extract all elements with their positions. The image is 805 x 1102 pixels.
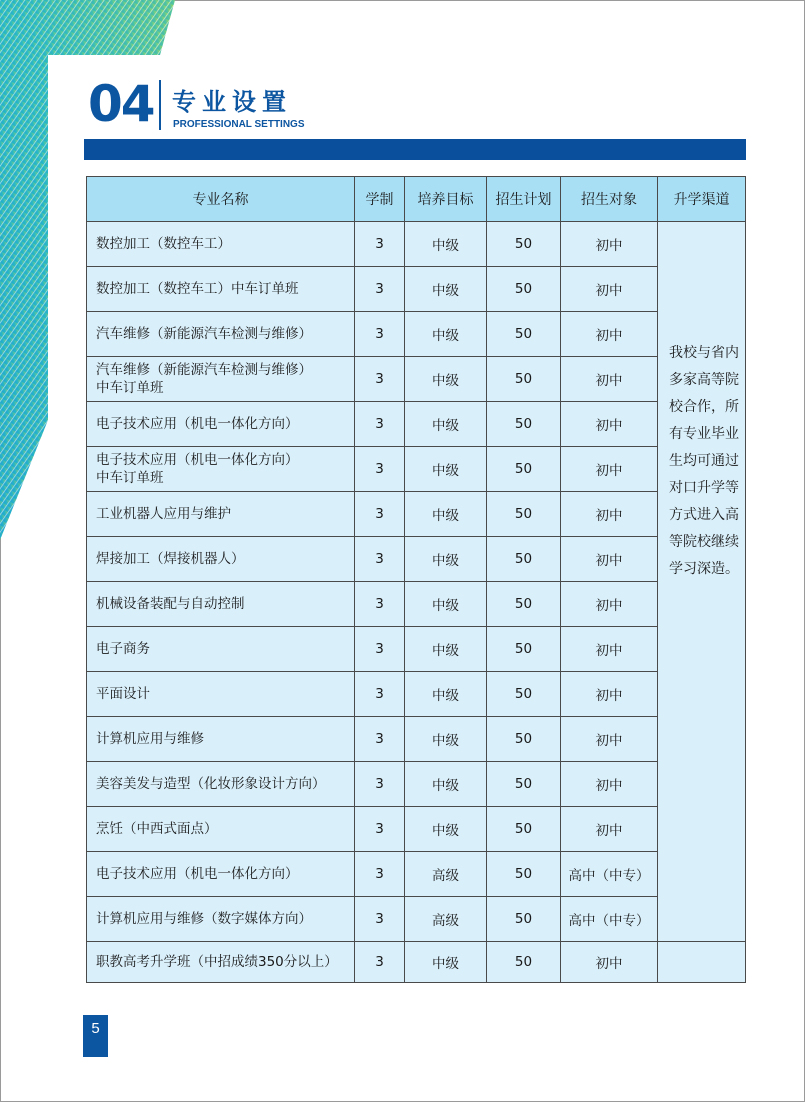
years-cell: 3 xyxy=(355,267,405,312)
major-name-line: 计算机应用与维修 xyxy=(96,731,204,747)
major-name-cell xyxy=(87,267,355,312)
level-cell: 中级 xyxy=(405,762,487,807)
major-name-line: 数控加工（数控车工） xyxy=(96,236,231,252)
table-header-row xyxy=(87,177,746,222)
channel-empty-cell xyxy=(658,942,746,983)
level-cell: 中级 xyxy=(405,672,487,717)
years-cell: 3 xyxy=(355,537,405,582)
table-row xyxy=(87,447,746,492)
level-cell: 中级 xyxy=(405,807,487,852)
target-cell: 初中 xyxy=(561,222,658,267)
target-cell: 初中 xyxy=(561,312,658,357)
plan-cell: 50 xyxy=(487,627,561,672)
years-cell: 3 xyxy=(355,942,405,983)
level-cell: 中级 xyxy=(405,222,487,267)
major-name-cell xyxy=(87,852,355,897)
years-cell: 3 xyxy=(355,762,405,807)
level-cell: 中级 xyxy=(405,537,487,582)
major-name-cell xyxy=(87,222,355,267)
plan-cell: 50 xyxy=(487,267,561,312)
plan-cell: 50 xyxy=(487,807,561,852)
plan-cell: 50 xyxy=(487,897,561,942)
major-name-cell xyxy=(87,537,355,582)
plan-cell: 50 xyxy=(487,672,561,717)
level-cell: 中级 xyxy=(405,357,487,402)
years-cell: 3 xyxy=(355,627,405,672)
years-cell: 3 xyxy=(355,447,405,492)
major-name-line: 工业机器人应用与维护 xyxy=(96,506,231,522)
table-row xyxy=(87,492,746,537)
major-name-cell xyxy=(87,582,355,627)
plan-cell: 50 xyxy=(487,942,561,983)
major-name-line: 电子商务 xyxy=(96,641,150,657)
table-row xyxy=(87,312,746,357)
major-name-cell xyxy=(87,717,355,762)
header-divider xyxy=(159,80,161,130)
target-cell: 初中 xyxy=(561,357,658,402)
major-name-line: 烹饪（中西式面点） xyxy=(96,821,218,837)
years-cell: 3 xyxy=(355,492,405,537)
column-header-years: 学制 xyxy=(355,177,405,222)
level-cell: 高级 xyxy=(405,897,487,942)
target-cell: 高中（中专） xyxy=(561,897,658,942)
target-cell: 初中 xyxy=(561,537,658,582)
table-row xyxy=(87,537,746,582)
channel-cell: 我校与省内多家高等院校合作，所有专业毕业生均可通过对口升学等方式进入高等院校继续学习深造。 xyxy=(658,222,746,942)
target-cell: 初中 xyxy=(561,402,658,447)
years-cell: 3 xyxy=(355,312,405,357)
column-header-name: 专业名称 xyxy=(87,177,355,222)
table-row xyxy=(87,402,746,447)
table-row xyxy=(87,807,746,852)
major-name-line: 美容美发与造型（化妆形象设计方向） xyxy=(96,776,326,792)
target-cell: 初中 xyxy=(561,582,658,627)
major-name-cell xyxy=(87,492,355,537)
column-header-target: 招生对象 xyxy=(561,177,658,222)
level-cell: 中级 xyxy=(405,492,487,537)
table-row xyxy=(87,627,746,672)
major-name-cell xyxy=(87,942,355,983)
target-cell: 初中 xyxy=(561,717,658,762)
level-cell: 中级 xyxy=(405,312,487,357)
major-name-cell xyxy=(87,357,355,402)
plan-cell: 50 xyxy=(487,852,561,897)
target-cell: 初中 xyxy=(561,267,658,312)
plan-cell: 50 xyxy=(487,447,561,492)
level-cell: 中级 xyxy=(405,942,487,983)
major-name-line: 电子技术应用（机电一体化方向） xyxy=(96,416,299,432)
table-row xyxy=(87,357,746,402)
level-cell: 中级 xyxy=(405,627,487,672)
years-cell: 3 xyxy=(355,807,405,852)
major-name-cell xyxy=(87,672,355,717)
major-name-line: 汽车维修（新能源汽车检测与维修） xyxy=(96,362,312,378)
table-row xyxy=(87,582,746,627)
years-cell: 3 xyxy=(355,672,405,717)
plan-cell: 50 xyxy=(487,492,561,537)
plan-cell: 50 xyxy=(487,717,561,762)
years-cell: 3 xyxy=(355,402,405,447)
major-name-cell xyxy=(87,627,355,672)
plan-cell: 50 xyxy=(487,357,561,402)
target-cell: 初中 xyxy=(561,672,658,717)
major-name-line: 计算机应用与维修（数字媒体方向） xyxy=(96,911,312,927)
table-row xyxy=(87,672,746,717)
level-cell: 高级 xyxy=(405,852,487,897)
major-name-line: 中车订单班 xyxy=(96,470,164,486)
major-name-line: 电子技术应用（机电一体化方向） xyxy=(96,452,299,468)
page-number: 5 xyxy=(91,1020,100,1037)
major-name-line: 数控加工（数控车工）中车订单班 xyxy=(96,281,299,297)
column-header-plan: 招生计划 xyxy=(487,177,561,222)
majors-table xyxy=(86,176,746,983)
section-number: 04 xyxy=(88,75,154,133)
target-cell: 初中 xyxy=(561,492,658,537)
plan-cell: 50 xyxy=(487,762,561,807)
major-name-line: 汽车维修（新能源汽车检测与维修） xyxy=(96,326,312,342)
table-row xyxy=(87,222,746,267)
major-name-cell xyxy=(87,312,355,357)
major-name-cell xyxy=(87,447,355,492)
plan-cell: 50 xyxy=(487,537,561,582)
major-name-cell xyxy=(87,807,355,852)
level-cell: 中级 xyxy=(405,402,487,447)
level-cell: 中级 xyxy=(405,447,487,492)
table-row xyxy=(87,942,746,983)
major-name-line: 电子技术应用（机电一体化方向） xyxy=(96,866,299,882)
major-name-line: 中车订单班 xyxy=(96,380,164,396)
table-row xyxy=(87,717,746,762)
years-cell: 3 xyxy=(355,852,405,897)
major-name-line: 职教高考升学班（中招成绩350分以上） xyxy=(96,954,338,970)
target-cell: 初中 xyxy=(561,762,658,807)
major-name-cell xyxy=(87,762,355,807)
level-cell: 中级 xyxy=(405,717,487,762)
years-cell: 3 xyxy=(355,357,405,402)
years-cell: 3 xyxy=(355,222,405,267)
section-title: 专业设置 xyxy=(172,88,292,116)
column-header-channel: 升学渠道 xyxy=(658,177,746,222)
target-cell: 初中 xyxy=(561,942,658,983)
major-name-line: 机械设备装配与自动控制 xyxy=(96,596,245,612)
plan-cell: 50 xyxy=(487,312,561,357)
target-cell: 初中 xyxy=(561,807,658,852)
target-cell: 初中 xyxy=(561,627,658,672)
years-cell: 3 xyxy=(355,717,405,762)
major-name-cell xyxy=(87,402,355,447)
table-row xyxy=(87,267,746,312)
major-name-line: 焊接加工（焊接机器人） xyxy=(96,551,245,567)
level-cell: 中级 xyxy=(405,582,487,627)
level-cell: 中级 xyxy=(405,267,487,312)
plan-cell: 50 xyxy=(487,582,561,627)
section-subtitle: PROFESSIONAL SETTINGS xyxy=(173,119,305,130)
table-row xyxy=(87,897,746,942)
table-row xyxy=(87,762,746,807)
major-name-line: 平面设计 xyxy=(96,686,150,702)
table-row xyxy=(87,852,746,897)
target-cell: 高中（中专） xyxy=(561,852,658,897)
header-band xyxy=(84,139,746,160)
years-cell: 3 xyxy=(355,897,405,942)
column-header-level: 培养目标 xyxy=(405,177,487,222)
years-cell: 3 xyxy=(355,582,405,627)
plan-cell: 50 xyxy=(487,222,561,267)
plan-cell: 50 xyxy=(487,402,561,447)
target-cell: 初中 xyxy=(561,447,658,492)
major-name-cell xyxy=(87,897,355,942)
